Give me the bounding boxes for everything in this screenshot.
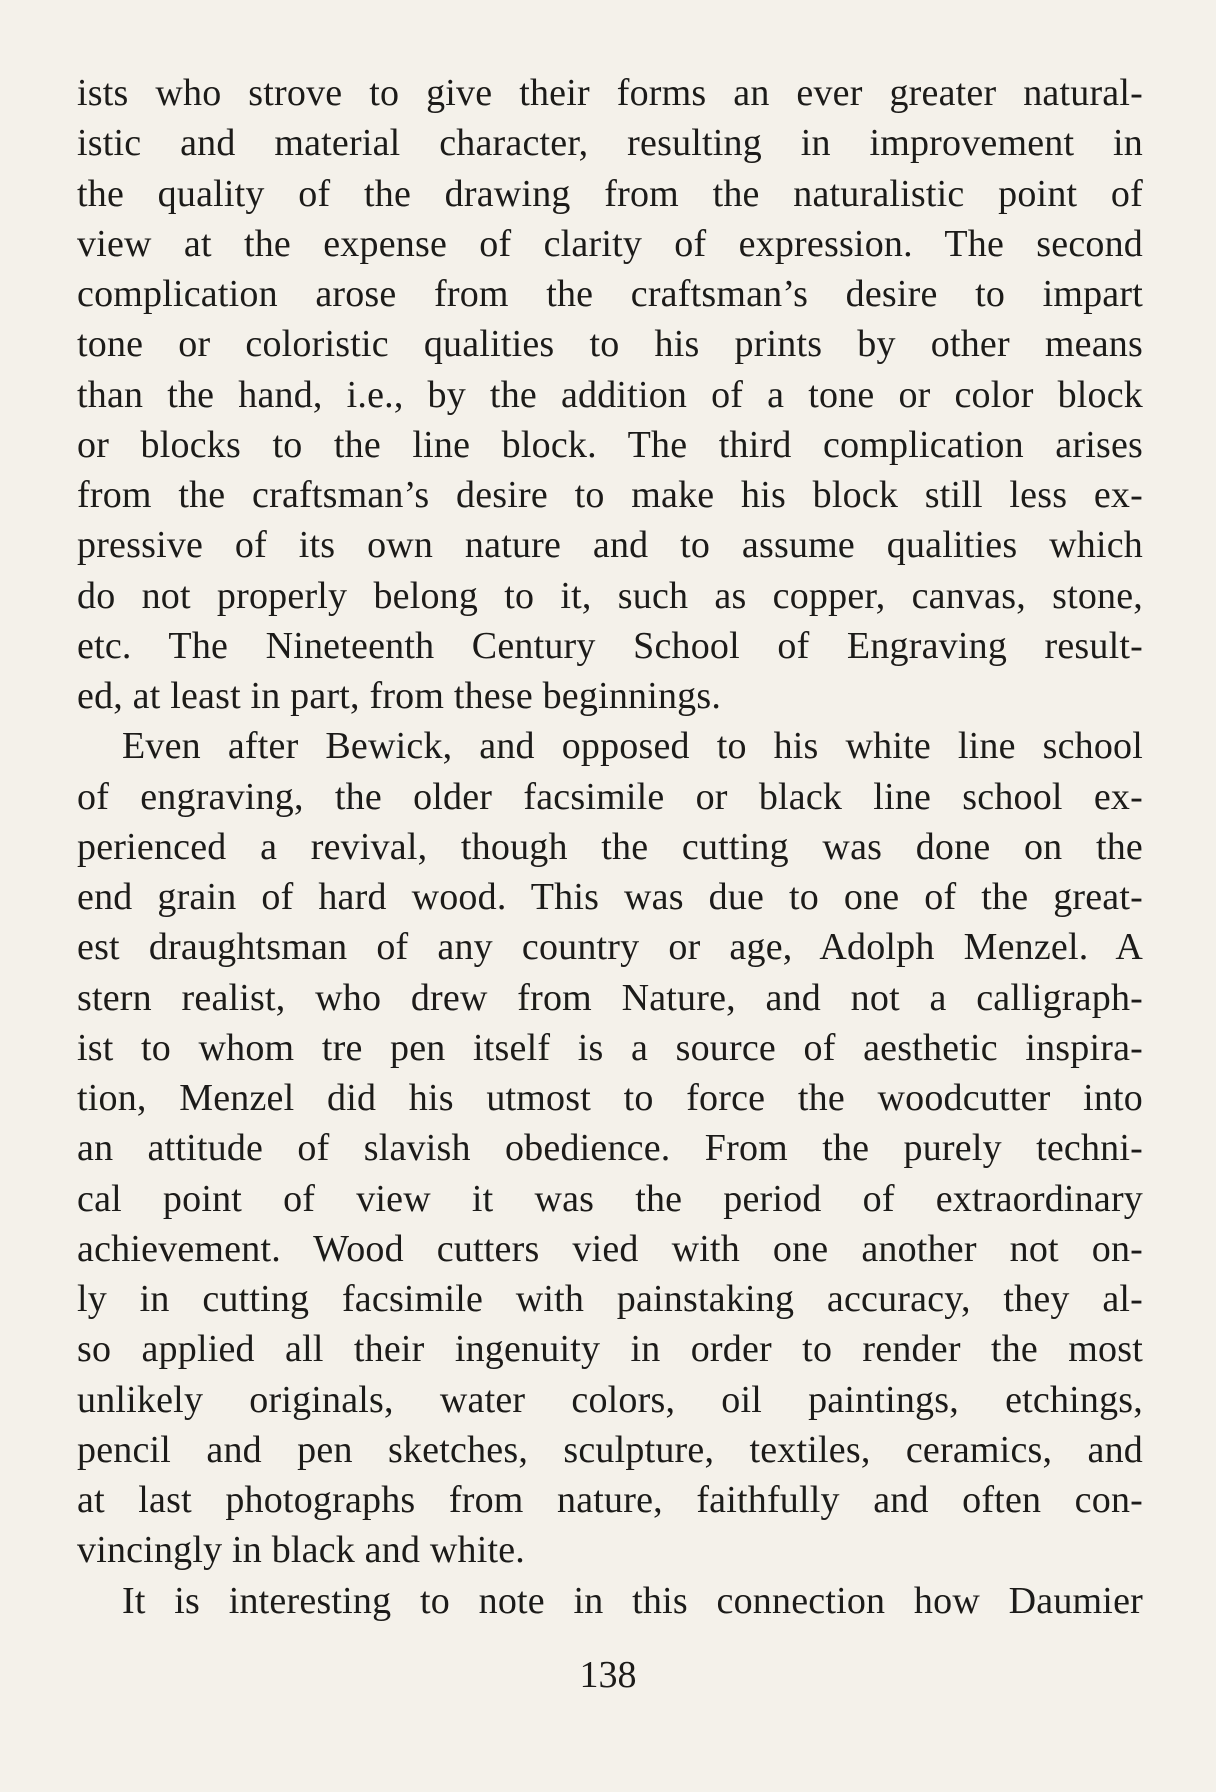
body-text [77, 68, 1143, 1626]
text-line: est draughtsman of any country or age, Adolph Menzel. A [77, 926, 1143, 969]
text-line: pressive of its own nature and to assume qualities which [77, 524, 1143, 567]
text-line: end grain of hard wood. This was due to one of the great- [77, 876, 1143, 918]
paragraph [77, 721, 1143, 1575]
text-line: view at the expense of clarity of expression. The second [77, 222, 1143, 265]
text-line: Even after Bewick, and opposed to his white line school [122, 725, 1143, 768]
text-line: istic and material character, resulting in improvement in [77, 122, 1143, 165]
paragraph [77, 1576, 1143, 1626]
text-line: unlikely originals, water colors, oil paintings, etchings, [77, 1378, 1143, 1421]
text-line: complication arose from the craftsman’s desire to impart [77, 273, 1143, 315]
text-line: than the hand, i.e., by the addition of a tone or color block [77, 373, 1143, 416]
text-line: vincingly in black and white. [77, 1529, 525, 1572]
text-line: cal point of view it was the period of extraordinary [77, 1177, 1143, 1220]
text-line: or blocks to the line block. The third complication arises [77, 423, 1143, 466]
text-line: etc. The Nineteenth Century School of Engraving result- [77, 624, 1143, 667]
text-line: ed, at least in part, from these beginnings. [77, 675, 722, 717]
text-line: ists who strove to give their forms an ever greater natural- [77, 72, 1143, 114]
text-line: do not properly belong to it, such as copper, canvas, stone, [77, 574, 1143, 617]
text-line: the quality of the drawing from the naturalistic point of [77, 172, 1143, 215]
text-line: pencil and pen sketches, sculpture, textiles, ceramics, and [77, 1428, 1143, 1471]
page-number: 138 [579, 1654, 637, 1696]
text-line: so applied all their ingenuity in order to render the most [77, 1328, 1143, 1371]
text-line: perienced a revival, though the cutting was done on the [77, 825, 1143, 868]
paragraph [77, 68, 1143, 721]
text-line: achievement. Wood cutters vied with one another not on- [77, 1227, 1143, 1270]
text-line: tone or coloristic qualities to his prints by other means [77, 323, 1143, 366]
text-line: of engraving, the older facsimile or black line school ex- [77, 775, 1143, 818]
text-line: stern realist, who drew from Nature, and not a calligraph- [77, 976, 1143, 1019]
text-line: from the craftsman’s desire to make his block still less ex- [77, 474, 1143, 516]
text-line: an attitude of slavish obedience. From the purely techni- [77, 1127, 1143, 1170]
text-line: tion, Menzel did his utmost to force the woodcutter into [77, 1077, 1143, 1119]
text-line: ist to whom tre pen itself is a source of aesthetic inspira- [77, 1026, 1143, 1069]
text-line: at last photographs from nature, faithfully and often con- [77, 1479, 1143, 1521]
text-line: It is interesting to note in this connection how Daumier [122, 1579, 1143, 1622]
text-line: ly in cutting facsimile with painstaking accuracy, they al- [77, 1278, 1143, 1320]
